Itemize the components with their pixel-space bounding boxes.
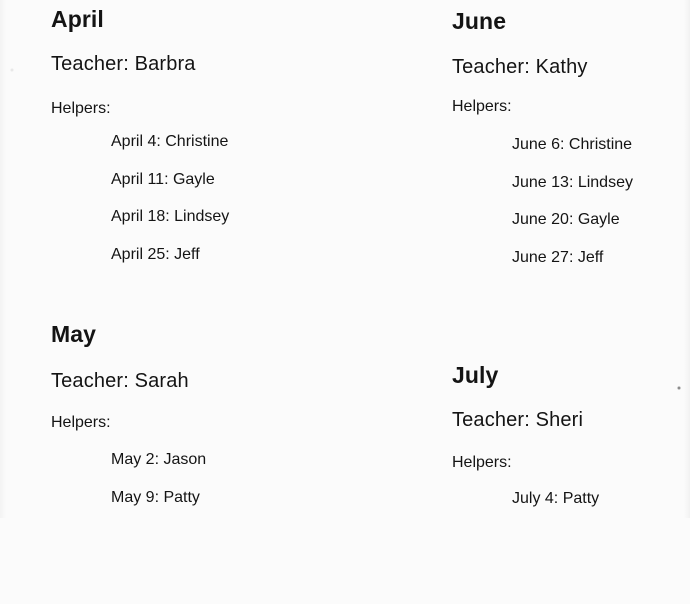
helper-item: July 4: Patty bbox=[512, 490, 600, 507]
helper-item: June 27: Jeff bbox=[512, 248, 604, 266]
helper-item: April 18: Lindsey bbox=[111, 208, 230, 225]
helper-item: April 11: Gayle bbox=[111, 170, 215, 188]
month-section-june bbox=[452, 8, 690, 266]
helper-item: May 2: Jason bbox=[111, 451, 207, 468]
month-title: May bbox=[51, 321, 97, 347]
month-title: July bbox=[452, 362, 499, 388]
helper-item: April 25: Jeff bbox=[111, 245, 200, 263]
teacher-line: Teacher: Kathy bbox=[452, 56, 588, 78]
month-title: April bbox=[51, 6, 104, 32]
teacher-line: Teacher: Barbra bbox=[51, 53, 196, 75]
helper-list bbox=[512, 491, 599, 529]
helper-list bbox=[111, 134, 229, 284]
helpers-label: Helpers: bbox=[452, 98, 512, 115]
month-section-april bbox=[51, 6, 311, 263]
helper-list bbox=[512, 137, 633, 287]
month-section-may bbox=[51, 323, 311, 563]
helper-item: May 9: Patty bbox=[111, 488, 200, 506]
helper-item: June 6: Christine bbox=[512, 136, 633, 153]
helpers-label: Helpers: bbox=[51, 100, 111, 117]
month-section-july bbox=[452, 364, 690, 604]
helpers-label: Helpers: bbox=[51, 414, 111, 431]
helper-item: June 13: Lindsey bbox=[512, 173, 633, 191]
helper-item: June 20: Gayle bbox=[512, 211, 620, 228]
month-title: June bbox=[452, 8, 507, 34]
helpers-label: Helpers: bbox=[452, 454, 512, 471]
teacher-line: Teacher: Sarah bbox=[51, 370, 189, 392]
helper-item: April 4: Christine bbox=[111, 133, 229, 150]
teacher-line: Teacher: Sheri bbox=[452, 409, 584, 431]
helper-list bbox=[111, 452, 206, 527]
